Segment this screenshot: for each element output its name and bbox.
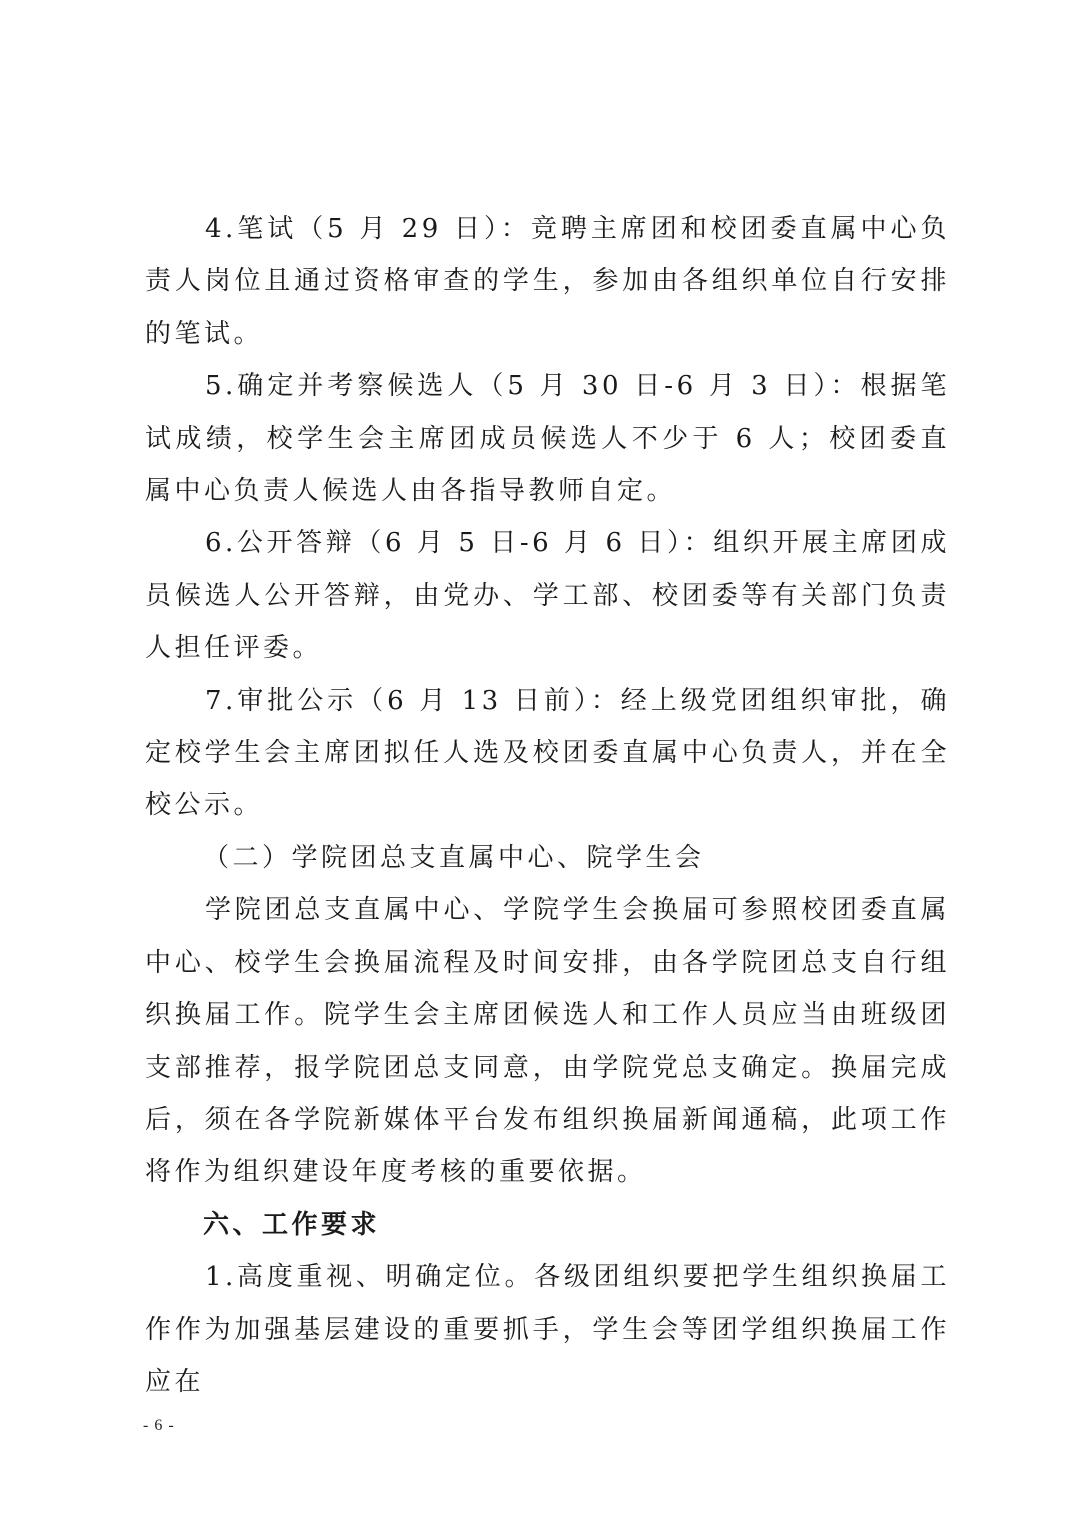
paragraph-approval-notice: 7.审批公示（6 月 13 日前）：经上级党团组织审批，确定校学生会主席团拟任人选及校团委直属中心负责人，并在全校公示。 [145, 685, 950, 821]
document-body [145, 203, 950, 1408]
section-heading: 六、工作要求 [203, 1209, 381, 1240]
paragraph-public-defense: 6.公开答辩（6 月 5 日-6 月 6 日）：组织开展主席团成员候选人公开答辩，由党办、学工部、校团委等有关部门负责人担任评委。 [145, 528, 950, 664]
page-number: - 6 - [143, 1417, 175, 1434]
subsection-heading: （二）学院团总支直属中心、院学生会 [203, 842, 705, 873]
subsection-body: 学院团总支直属中心、学院学生会换届可参照校团委直属中心、校学生会换届流程及时间安排，由各学院团总支自行组织换届工作。院学生会主席团候选人和工作人员应当由班级团支部推荐，报学院团总支同意，由学院党总支确定。换届完成后，须在各学院新媒体平台发布组织换届新闻通稿，此项工作将作为组织建设年度考核的重要依据。 [145, 895, 950, 1188]
paragraph-written-exam: 4.笔试（5 月 29 日）：竞聘主席团和校团委直属中心负责人岗位且通过资格审查的学生，参加由各组织单位自行安排的笔试。 [145, 214, 950, 349]
paragraph-candidate-review: 5.确定并考察候选人（5 月 30 日-6 月 3 日）：根据笔试成绩，校学生会主席团成员候选人不少于 6 人；校团委直属中心负责人候选人由各指导教师自定。 [145, 371, 950, 507]
requirement-paragraph-1: 1.高度重视、明确定位。各级团组织要把学生组织换届工作作为加强基层建设的重要抓手，学生会等团学组织换届工作应在 [145, 1262, 950, 1397]
